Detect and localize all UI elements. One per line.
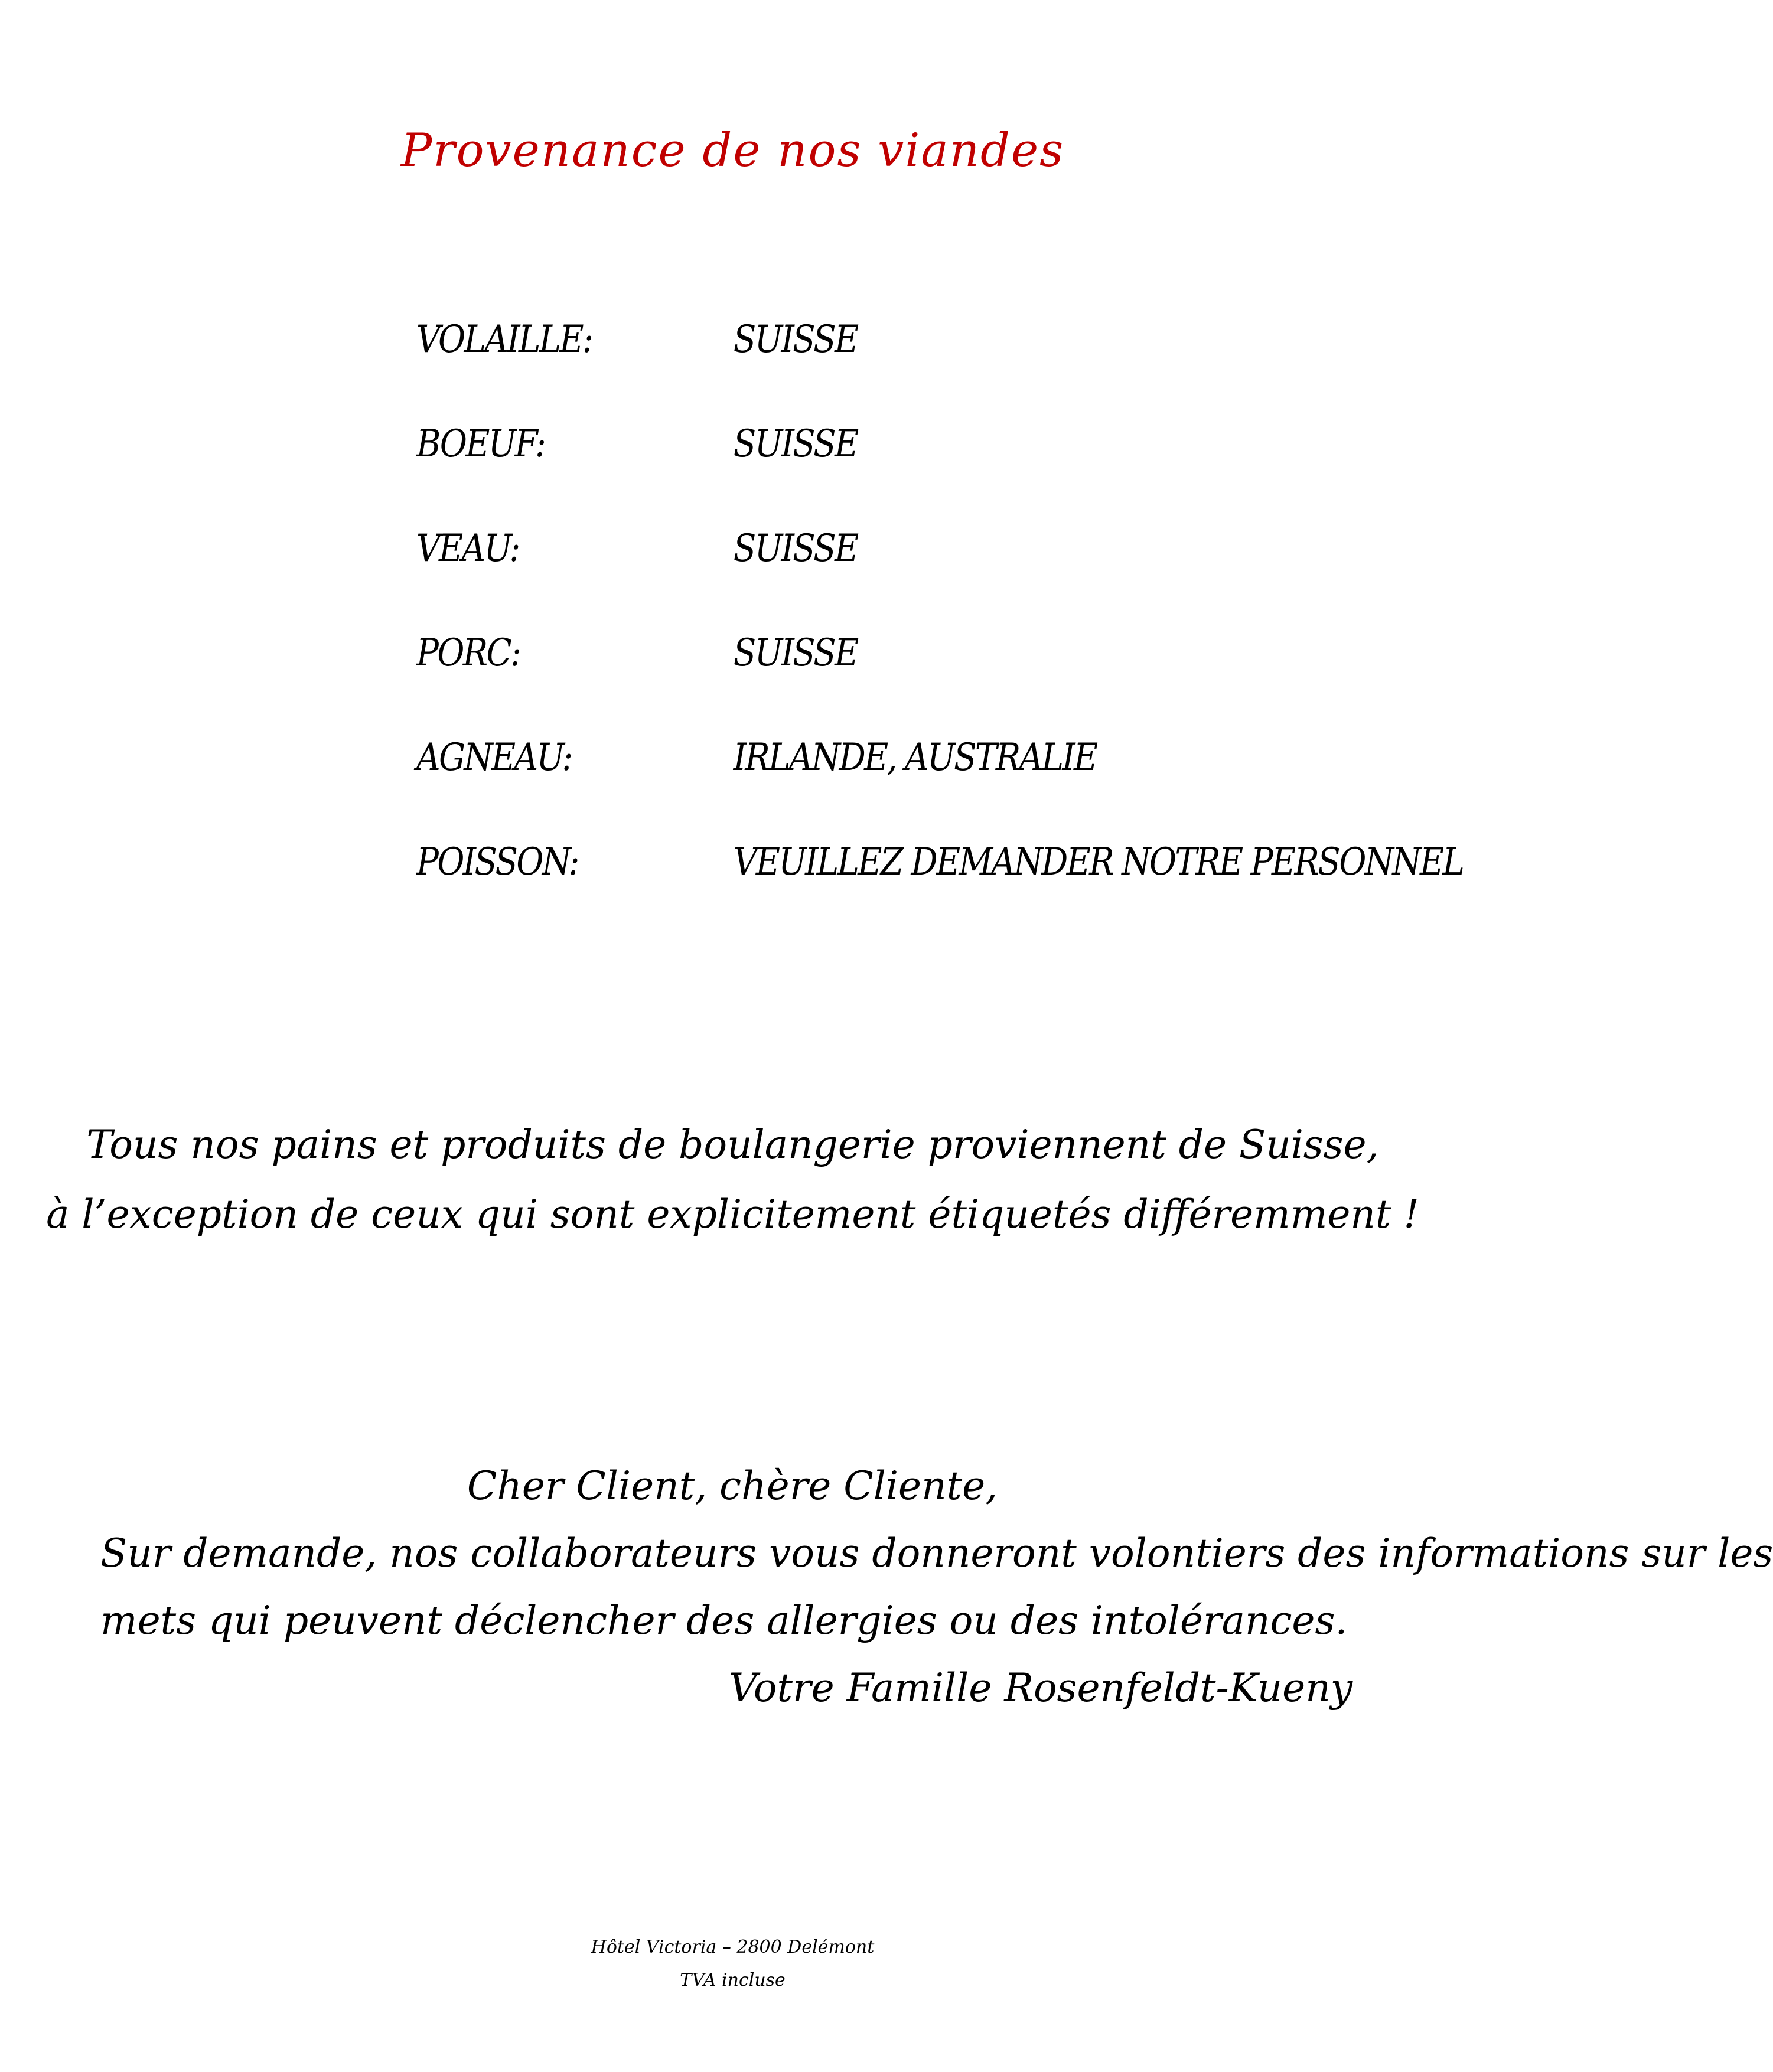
origin-label: VEAU: (416, 527, 519, 570)
footer-address: Hôtel Victoria – 2800 Delémont (591, 1937, 875, 1957)
signature: Votre Famille Rosenfeldt-Kueny (729, 1665, 1352, 1711)
origin-row-volaille (416, 313, 1300, 417)
allergy-greeting: Cher Client, chère Cliente, (467, 1463, 998, 1509)
origin-value: SUISSE (733, 527, 858, 570)
origin-value: SUISSE (733, 422, 858, 466)
origin-row-poisson (416, 836, 1464, 940)
origin-value: VEUILLEZ DEMANDER NOTRE PERSONNEL (733, 840, 1464, 884)
origin-label: AGNEAU: (416, 736, 572, 779)
footer-vat-note: TVA incluse (680, 1970, 786, 1991)
origin-label: VOLAILLE: (416, 318, 592, 361)
origin-row-boeuf (416, 417, 1300, 522)
origin-row-veau (416, 522, 1300, 627)
page-title: Provenance de nos viandes (400, 124, 1065, 177)
bread-notice (0, 1110, 1465, 1249)
allergy-notice (100, 1453, 1773, 1722)
origin-row-agneau (416, 731, 1300, 836)
footer (0, 1931, 1465, 1997)
bread-notice-line: Tous nos pains et produits de boulangerie proviennent de Suisse, (86, 1122, 1379, 1167)
allergy-text-line: mets qui peuvent déclencher des allergies ou des intolérances. (100, 1598, 1348, 1643)
meat-origin-list (416, 313, 1464, 940)
origin-value: IRLANDE, AUSTRALIE (733, 736, 1097, 779)
origin-value: SUISSE (733, 631, 858, 675)
origin-label: POISSON: (416, 840, 578, 884)
origin-value: SUISSE (733, 318, 858, 361)
bread-notice-line: à l’exception de ceux qui sont explicitement étiquetés différemment ! (46, 1192, 1419, 1237)
allergy-text-line: Sur demande, nos collaborateurs vous donneront volontiers des informations sur les (100, 1531, 1773, 1576)
origin-label: BOEUF: (416, 422, 545, 466)
origin-row-porc (416, 627, 1300, 731)
origin-label: PORC: (416, 631, 520, 675)
